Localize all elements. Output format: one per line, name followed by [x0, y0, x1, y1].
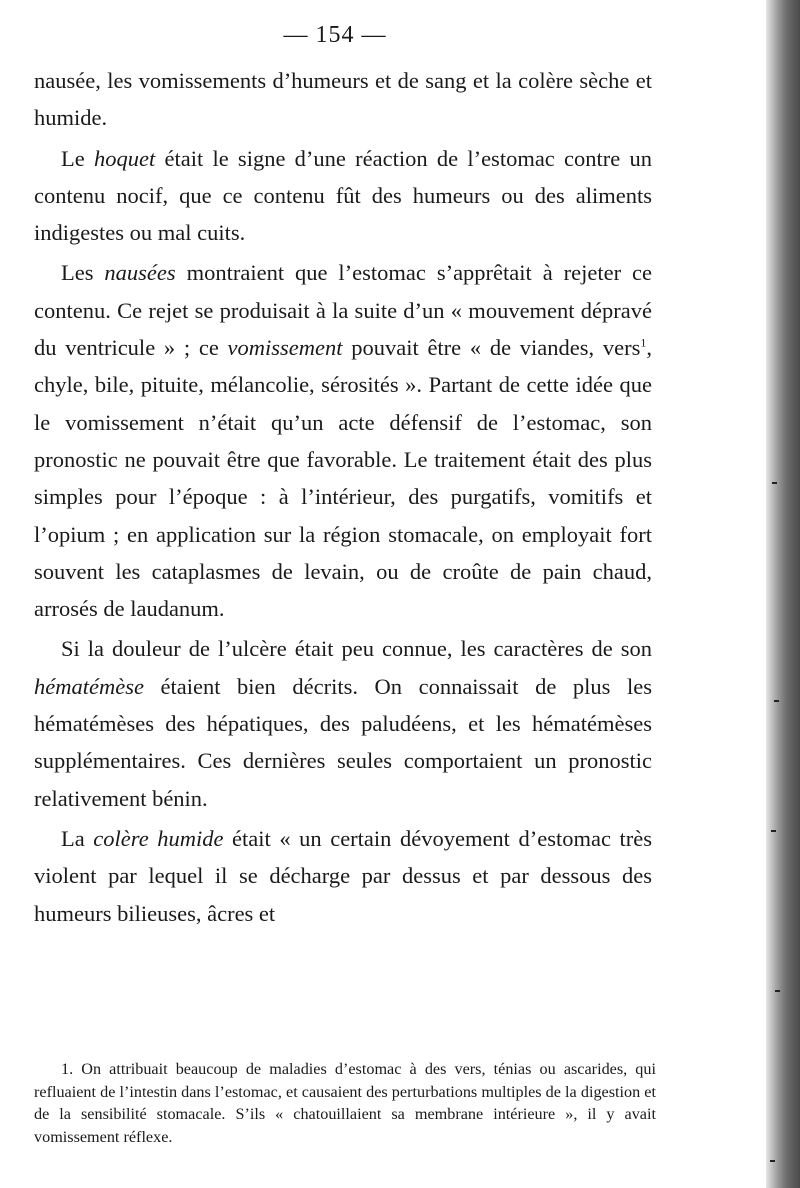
footnote-ref: 1 [640, 335, 647, 350]
scan-speck [774, 700, 779, 702]
page-edge-shadow [766, 0, 800, 1188]
scan-speck [770, 1160, 775, 1162]
italic-term: colère humide [93, 825, 224, 851]
text-run: nausée, les vomissements d’humeurs et de sang et la colère sèche et humide. [34, 68, 652, 131]
text-run: étaient bien décrits. On connaissait de plus les hématémèses des hépatiques, des paludéens, et les hématémèses supplémentaires. Ces dernières seules comportaient un pronostic relativement bénin. [34, 673, 652, 811]
paragraph [34, 62, 652, 137]
italic-term: hoquet [93, 145, 156, 171]
paragraph [34, 820, 652, 932]
text-run: pouvait être « de viandes, vers [342, 335, 641, 361]
text-run: était le signe d’une réaction de l’estomac contre un contenu nocif, que ce contenu fût des humeurs ou des aliments indigestes ou mal cuits. [34, 145, 653, 246]
text-run: , chyle, bile, pituite, mélancolie, sérosités ». Partant de cette idée que le vomissement n’était qu’un acte défensif de l’estomac, son pronostic ne pouvait être que favorable. Le traitement était des plus simples pour l’époque : à l’intérieur, des purgatifs, vomitifs et l’opium ; en application sur la région stomacale, on employait fort souvent les cataplasmes de levain, ou de croûte de pain chaud, arrosés de laudanum. [34, 335, 652, 622]
paragraph [34, 630, 652, 816]
text-run: Le [61, 145, 94, 171]
scan-speck [771, 830, 776, 832]
italic-term: hématémèse [34, 673, 144, 699]
text-run: Les [61, 260, 105, 286]
scan-speck [775, 990, 780, 992]
text-run: montraient que l’estomac s’apprêtait à rejeter ce contenu. Ce rejet se produisait à la suite d’un « mouvement dépravé du ventricule » ; ce [34, 260, 652, 361]
body-text [34, 62, 652, 932]
italic-term: vomissement [227, 335, 343, 361]
text-run: Si la douleur de l’ulcère était peu connue, les caractères de son [61, 636, 652, 662]
footnote-text: 1. On attribuait beaucoup de maladies d’estomac à des vers, ténias ou ascarides, qui refluaient de l’intestin dans l’estomac, et causaient des perturbations multiples de la digestion et de la sensibilité stomacale. S’ils « chatouillaient sa membrane intérieure », il y avait vomissement réflexe. [34, 1060, 656, 1146]
scan-speck [772, 482, 777, 484]
paragraph [34, 254, 652, 627]
italic-term: nausées [104, 260, 176, 286]
text-run: La [61, 825, 94, 851]
footnote [34, 1058, 656, 1148]
paragraph [34, 140, 652, 252]
text-run: était « un certain dévoyement d’estomac très violent par lequel il se décharge par dessus et par dessous des humeurs bilieuses, âcres et [34, 825, 653, 926]
page-number: — 154 — [283, 22, 387, 48]
